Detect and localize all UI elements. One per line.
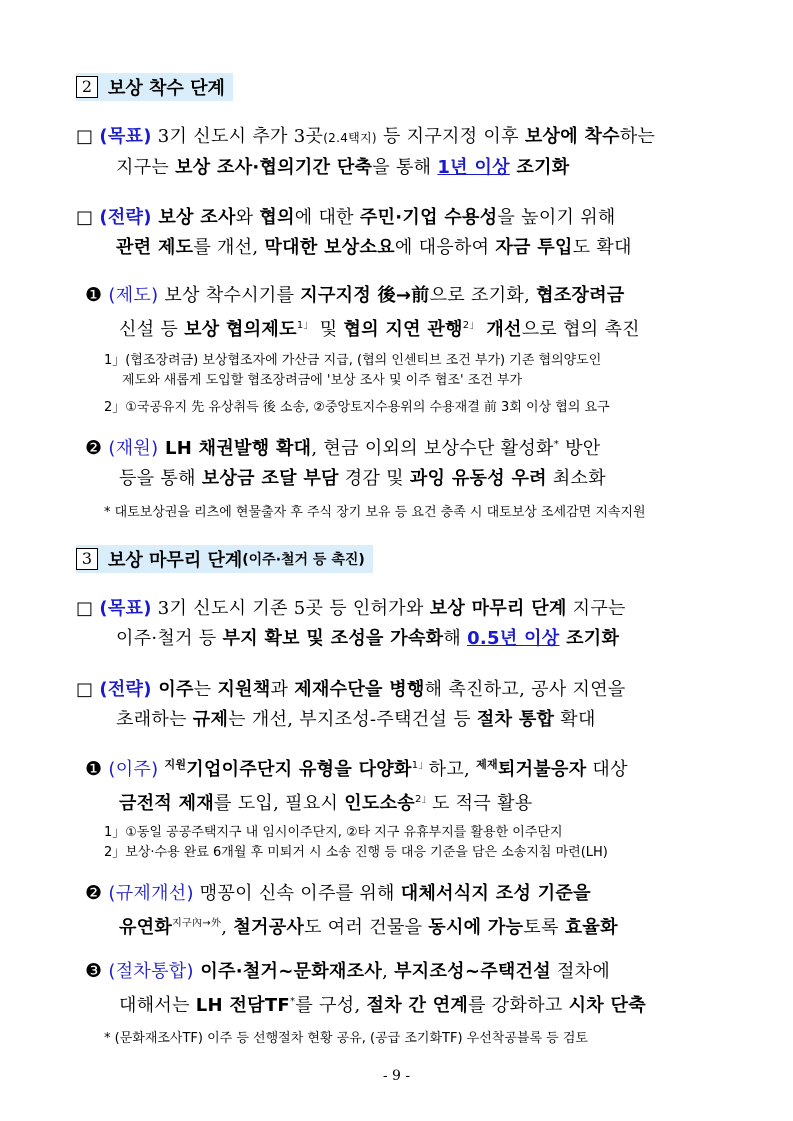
text: 에 대응하여 [394,237,496,258]
underlined-text: 1년 이상 [437,157,510,178]
text: 를 도입, 필요시 [214,793,345,814]
bold-text: 주민·기업 수용성 [359,207,498,228]
text: 를 구성, [295,995,367,1016]
text: (2.4택지) [323,131,377,145]
text: , [221,917,234,938]
text: 을 높이기 위해 [497,207,616,228]
bold-text: 부지조성∼주택건설 [394,961,551,982]
number-marker: ❶ [85,284,103,306]
bold-text: 제재수단을 병행 [294,679,425,700]
text: 는 개선, 부지조성-주택건설 등 [228,709,477,730]
bold-text: 보상 협의제도 [184,319,297,340]
bold-text: 금전적 제재 [119,793,215,814]
bold-text: 유연화 [119,917,173,938]
section-subtitle: (이주·철거 등 촉진) [242,552,365,568]
bold-text: 조기화 [559,628,620,649]
bold-text: 보상에 착수 [524,126,620,147]
footnote-ref: * [553,439,560,450]
bold-text: 조기화 [509,157,570,178]
goal-paragraph [76,122,793,183]
footnote-2: 2」보상·수용 완료 6개월 후 미퇴거 시 소송 진행 등 대응 기준을 담은 소송지침 마련(LH) [104,845,608,860]
text: 3기 신도시 기존 5곳 등 인허가와 [151,598,430,619]
regulation-tag: (규제개선) [108,883,194,904]
text: 등을 통해 [119,468,202,489]
bold-text: 대체서식지 조성 기준을 [400,883,591,904]
system-tag: (제도) [108,285,159,306]
text: 이주·철거 등 [116,628,223,649]
footnote-line: 제도와 새롭게 도입할 협조장려금에 '보상 조사 및 이주 협조' 조건 부가 [122,373,523,388]
superscript-label: 지원 [164,758,187,771]
bold-text: 인도소송 [344,793,415,814]
goal-paragraph [76,594,793,654]
text: 최소화 [546,468,606,489]
text: 방안 [559,438,601,459]
bold-text: 보상 조사 [151,207,236,228]
bold-text: 효율화 [564,917,618,938]
text: 해 촉진하고, 공사 지연을 [424,679,626,700]
footnote-star: * (문화재조사TF) 이주 등 선행절차 현황 공유, (공급 조기화TF) 우선착공블록 등 검토 [104,1031,588,1046]
bold-text: 막대한 보상소요 [264,237,395,258]
bold-text: 보상 마무리 단계 [429,598,567,619]
text: 해 [443,628,468,649]
section-number-box: 2 [76,76,98,98]
text: , [382,961,395,982]
superscript-label: 지구內→外 [172,918,222,929]
text: 경감 및 [338,468,410,489]
text: 신설 등 [119,319,185,340]
bold-text: 퇴거불응자 [497,759,587,780]
strategy-tag: (전략) [99,679,152,700]
bold-text: LH 전담TF [195,995,291,1016]
bold-text: LH 채권발행 확대 [158,438,312,459]
footnote-2: 2」①국공유지 先 유상취득 後 소송, ②중앙토지수용위의 수용재결 前 3회 이상 협의 요구 [104,400,610,415]
section-2-header [76,73,233,101]
text: 와 [235,207,260,228]
footnote-ref: * [290,996,296,1007]
bold-text: 과잉 유동성 우려 [409,468,547,489]
bold-text: 부지 확보 및 조성을 가속화 [222,628,444,649]
text: 를 강화하고 [468,995,569,1016]
text: 맹꽁이 신속 이주를 위해 [193,883,401,904]
bold-text: 개선 [479,319,522,340]
strategy-paragraph [76,675,793,735]
checkbox-bullet: □ [76,598,94,619]
text: 지구는 [566,598,626,619]
funding-tag: (재원) [108,438,159,459]
bold-text: 동시에 가능 [428,917,524,938]
text: 에 대한 [294,207,360,228]
goal-tag: (목표) [99,598,152,619]
text: 초래하는 [116,709,193,730]
strategy-paragraph [76,203,793,263]
footnote-star: * 대토보상권을 리츠에 현물출자 후 주식 장기 보유 등 요건 충족 시 대토보상 조세감면 지속지원 [104,505,646,520]
text: 보상 착수시기를 [158,285,301,306]
relocation-item [85,750,793,819]
section-title: 보상 착수 단계 [108,78,225,99]
text: 3기 신도시 추가 3곳 [151,126,324,147]
section-3-header [76,545,373,573]
bold-text: 지원책 [217,679,271,700]
footnote-ref: 1」 [411,760,429,771]
checkbox-bullet: □ [76,207,94,228]
regulation-item [85,878,793,943]
text: 등 지구지정 이후 [376,126,525,147]
section-title: 보상 마무리 단계 [108,550,243,571]
bold-text: 철거공사 [233,917,305,938]
underlined-text: 0.5년 이상 [467,628,560,649]
bold-text: 자금 투입 [495,237,573,258]
text: 도 적극 활용 [431,793,533,814]
text: 를 개선, [193,237,265,258]
footnote-ref: 1」 [296,320,314,331]
funding-item [85,430,793,494]
procedure-tag: (절차통합) [108,961,194,982]
bold-text: 기업이주단지 유형을 다양화 [186,759,412,780]
number-marker: ❷ [85,882,103,904]
bold-text: 이주 [151,679,194,700]
bold-text: 지구지정 後→前 [300,285,430,306]
text: 하는 [619,126,656,147]
text: 는 [193,679,218,700]
goal-tag: (목표) [99,126,152,147]
text: 토록 [523,917,565,938]
text: 도 여러 건물을 [304,917,429,938]
system-item [85,280,793,345]
relocation-tag: (이주) [108,759,159,780]
checkbox-bullet: □ [76,126,94,147]
bold-text: 이주·철거∼문화재조사 [193,961,383,982]
text: 확대 [554,709,596,730]
text: 대상 [586,759,628,780]
number-marker: ❷ [85,437,103,459]
bold-text: 협의 지연 관행 [343,319,463,340]
footnote-ref: 2」 [462,320,480,331]
text: 으로 협의 촉진 [521,319,640,340]
text: 과 [270,679,295,700]
text: 으로 조기화, [429,285,537,306]
checkbox-bullet: □ [76,679,94,700]
text: 을 통해 [372,157,438,178]
bold-text: 절차 간 연계 [366,995,469,1016]
number-marker: ❶ [85,758,103,780]
text: 및 [313,319,344,340]
text: 하고, [428,759,477,780]
bold-text: 규제 [192,709,229,730]
footnote-line: 1」(협조장려금) 보상협조자에 가산금 지급, (협의 인센티브 조건 부가) 기존 협의양도인 [104,353,602,368]
page-number: - 9 - [382,1068,411,1084]
text: 대해서는 [119,995,196,1016]
bold-text: 협의 [259,207,295,228]
bold-text: 절차 통합 [476,709,555,730]
bold-text: 보상금 조달 부담 [201,468,339,489]
strategy-tag: (전략) [99,207,152,228]
text: 절차에 [551,961,611,982]
bold-text: 협조장려금 [536,285,625,306]
section-number-box: 3 [76,548,98,570]
procedure-item [85,956,793,1021]
text: 지구는 [116,157,176,178]
text: 도 확대 [572,237,632,258]
superscript-label: 제재 [476,758,498,771]
bold-text: 보상 조사·협의기간 단축 [175,157,373,178]
footnote-1 [104,351,793,391]
number-marker: ❸ [85,960,103,982]
footnote-ref: 2」 [415,794,432,805]
footnote-1: 1」①동일 공공주택지구 내 임시이주단지, ②타 지구 유휴부지를 활용한 이주단지 [104,825,563,840]
bold-text: 관련 제도 [116,237,194,258]
text: , 현금 이외의 보상수단 활성화 [311,438,554,459]
bold-text: 시차 단축 [568,995,646,1016]
